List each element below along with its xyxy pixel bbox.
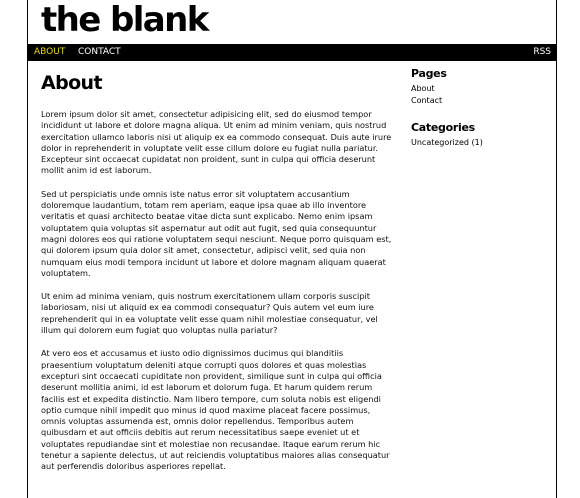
sidebar-item-uncategorized (411, 137, 541, 149)
sidebar-item-about (411, 83, 541, 95)
site-title[interactable]: the blank (41, 0, 208, 40)
sidebar-pages-heading: Pages (411, 67, 447, 80)
page-container (27, 0, 557, 498)
sidebar-link-uncategorized[interactable]: Uncategorized (1) (411, 138, 483, 147)
content-paragraph: At vero eos et accusamus et iusto odio dignissimos ducimus qui blanditiis praesentium voluptatum deleniti atque corrupti quos dolores et quas molestias excepturi sint occaecati cupiditate non provident, similique sunt in culpa qui officia deserunt mollitia animi, id est laborum et dolorum fuga. Et harum quidem rerum facilis est et expedita distinctio. Nam libero tempore, cum soluta nobis est eligendi optio cumque nihil impedit quo minus id quod maxime placeat facere possimus, omnis voluptas assumenda est, omnis dolor repellendus. Temporibus autem quibusdam et aut officiis debitis aut rerum necessitatibus saepe eveniet ut et voluptates repudiandae sint et molestiae non recusandae. Itaque earum rerum hic tenetur a sapiente delectus, ut aut reiciendis voluptatibus maiores alias consequatur aut perferendis doloribus asperiores repellat. (41, 348, 390, 472)
nav-item-contact[interactable]: CONTACT (78, 47, 121, 57)
nav-bar (28, 44, 556, 61)
sidebar-item-contact (411, 95, 541, 107)
sidebar-categories-heading: Categories (411, 121, 475, 134)
sidebar-link-contact[interactable]: Contact (411, 96, 443, 105)
sidebar (411, 66, 541, 149)
main-content (41, 69, 396, 473)
page-title: About (41, 72, 102, 94)
sidebar-link-about[interactable]: About (411, 84, 435, 93)
content-paragraph: Ut enim ad minima veniam, quis nostrum exercitationem ullam corporis suscipit laboriosam, nisi ut aliquid ex ea commodi consequatur? Quis autem vel eum iure reprehenderit qui in ea voluptate velit esse quam nihil molestiae consequatur, vel illum qui dolorem eum fugiat quo voluptas nulla pariatur? (41, 291, 378, 336)
rss-link[interactable]: RSS (533, 47, 551, 57)
content-paragraph: Lorem ipsum dolor sit amet, consectetur adipisicing elit, sed do eiusmod tempor incididunt ut labore et dolore magna aliqua. Ut enim ad minim veniam, quis nostrud exercitation ullamco laboris nisi ut aliquip ex ea commodo consequat. Duis aute irure dolor in reprehenderit in voluptate velit esse cillum dolore eu fugiat nulla pariatur. Excepteur sint occaecat cupidatat non proident, sunt in culpa qui officia deserunt mollit anim id est laborum. (41, 109, 392, 176)
nav-item-about[interactable]: ABOUT (34, 47, 66, 57)
content-paragraph: Sed ut perspiciatis unde omnis iste natus error sit voluptatem accusantium doloremque laudantium, totam rem aperiam, eaque ipsa quae ab illo inventore veritatis et quasi architecto beatae vitae dicta sunt explicabo. Nemo enim ipsam voluptatem quia voluptas sit aspernatur aut odit aut fugit, sed quia consequuntur magni dolores eos qui ratione voluptatem sequi nesciunt. Neque porro quisquam est, qui dolorem ipsum quia dolor sit amet, consectetur, adipisci velit, sed quia non numquam eius modi tempora incidunt ut labore et dolore magnam aliquam quaerat voluptatem. (41, 188, 392, 278)
sidebar-pages-list (411, 83, 541, 107)
sidebar-categories-list (411, 137, 541, 149)
